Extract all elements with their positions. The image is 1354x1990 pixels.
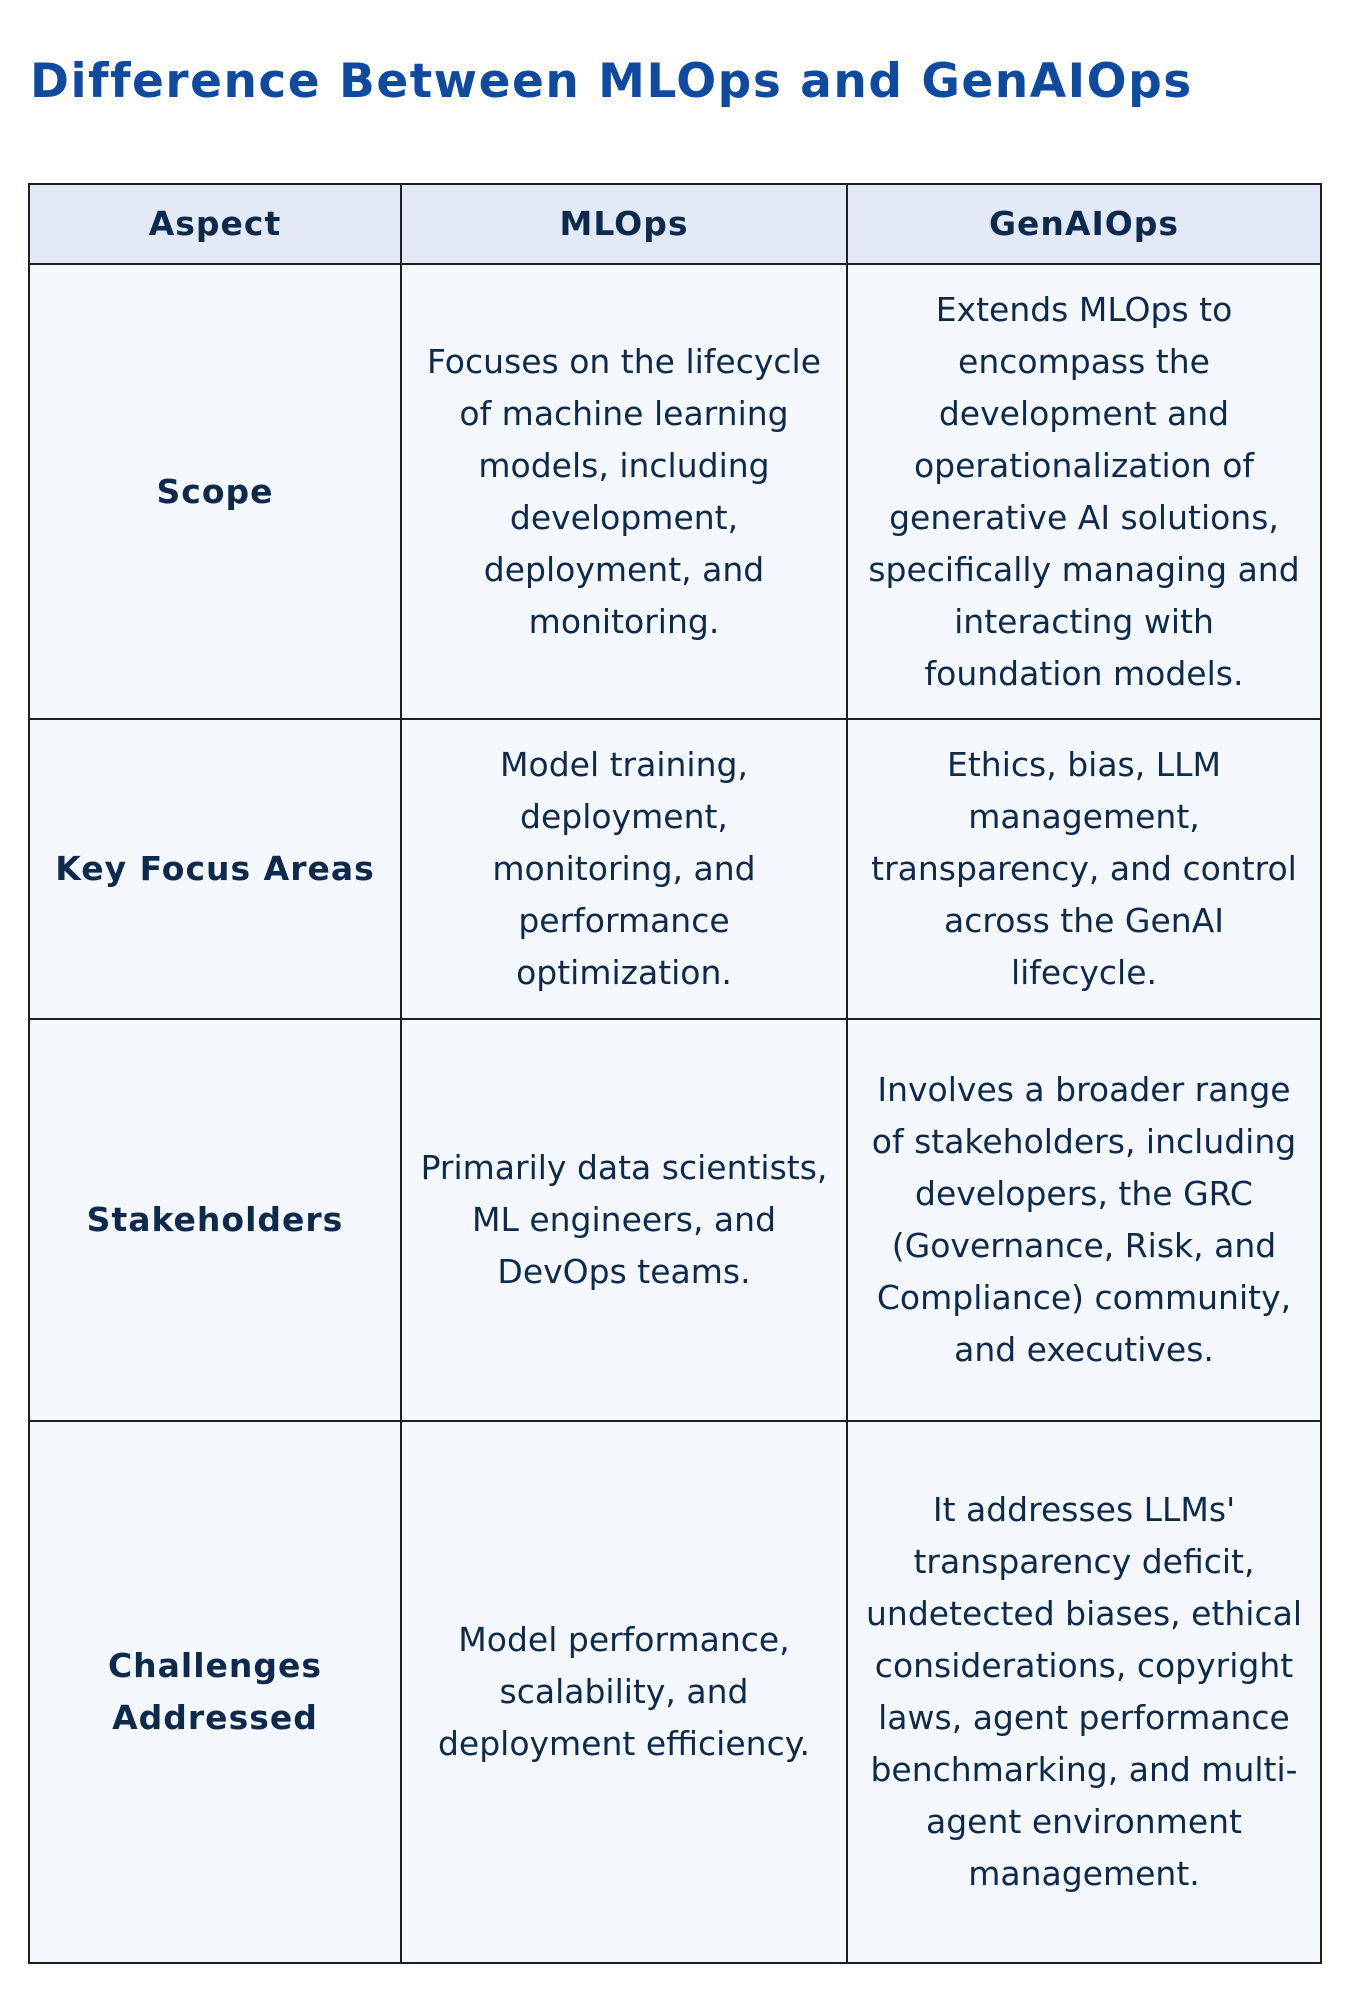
aspect-cell: Stakeholders bbox=[29, 1019, 401, 1421]
table-row bbox=[29, 1421, 1321, 1963]
table-body bbox=[29, 264, 1321, 1963]
header-row bbox=[29, 184, 1321, 264]
genaiops-cell: Ethics, bias, LLM management, transparency, and control across the GenAI lifecycle. bbox=[847, 719, 1321, 1019]
aspect-cell: Challenges Addressed bbox=[29, 1421, 401, 1963]
header-aspect: Aspect bbox=[29, 184, 401, 264]
header-mlops: MLOps bbox=[401, 184, 847, 264]
genaiops-cell: It addresses LLMs' transparency deficit, undetected biases, ethical considerations, copyright laws, agent performance benchmarking, and multi-agent environment management. bbox=[847, 1421, 1321, 1963]
aspect-cell: Scope bbox=[29, 264, 401, 719]
header-genaiops: GenAIOps bbox=[847, 184, 1321, 264]
mlops-cell: Primarily data scientists, ML engineers, and DevOps teams. bbox=[401, 1019, 847, 1421]
comparison-table bbox=[28, 183, 1322, 1964]
page-title: Difference Between MLOps and GenAIOps bbox=[30, 54, 1193, 109]
table-header bbox=[29, 184, 1321, 264]
mlops-cell: Model performance, scalability, and deployment efficiency. bbox=[401, 1421, 847, 1963]
table-row bbox=[29, 719, 1321, 1019]
aspect-cell: Key Focus Areas bbox=[29, 719, 401, 1019]
genaiops-cell: Involves a broader range of stakeholders, including developers, the GRC (Governance, Risk, and Compliance) community, and executives. bbox=[847, 1019, 1321, 1421]
table-row bbox=[29, 264, 1321, 719]
table-row bbox=[29, 1019, 1321, 1421]
genaiops-cell: Extends MLOps to encompass the development and operationalization of generative AI solutions, specifically managing and interacting with foundation models. bbox=[847, 264, 1321, 719]
mlops-cell: Focuses on the lifecycle of machine learning models, including development, deployment, and monitoring. bbox=[401, 264, 847, 719]
mlops-cell: Model training, deployment, monitoring, and performance optimization. bbox=[401, 719, 847, 1019]
